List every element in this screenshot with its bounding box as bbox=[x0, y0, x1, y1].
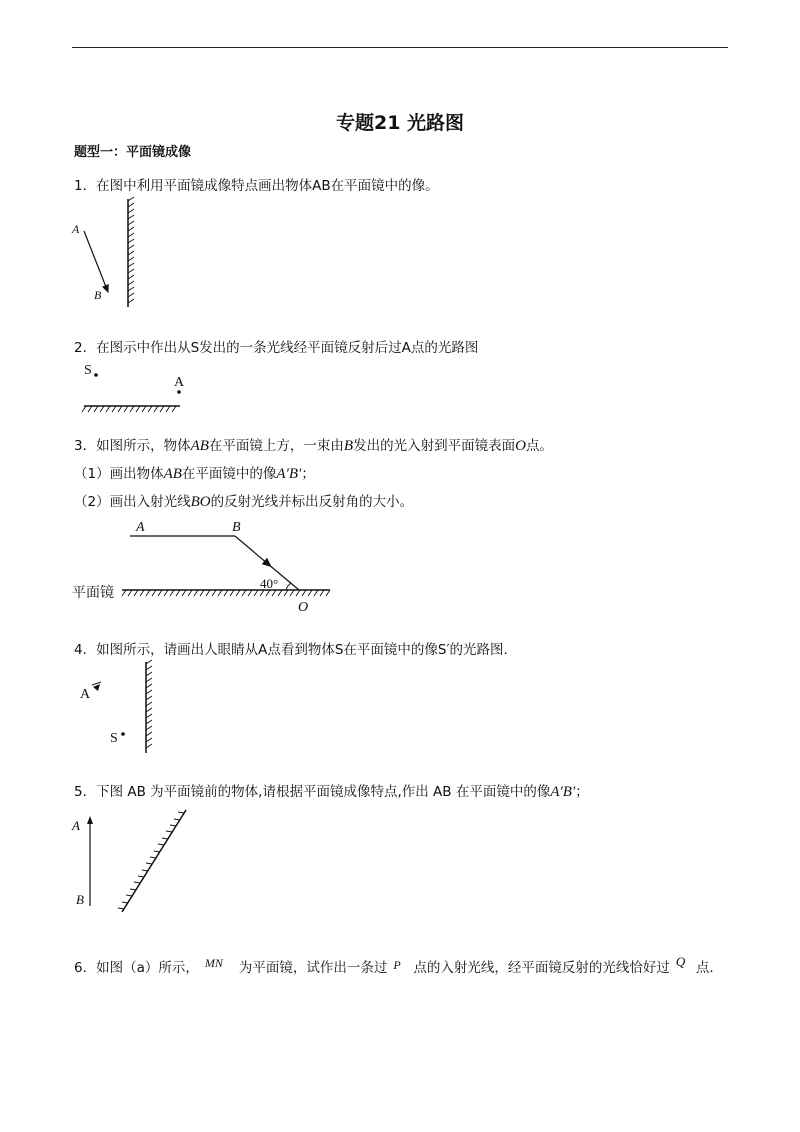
q4-point-s bbox=[121, 732, 125, 736]
q2-label-a: A bbox=[174, 375, 185, 390]
section-heading: 题型一：平面镜成像 bbox=[74, 145, 192, 160]
q3-mirror-hatch bbox=[122, 590, 330, 596]
q4-mirror-hatch bbox=[146, 660, 152, 748]
question-2-text: 2．在图示中作出从S发出的一条光线经平面镜反射后过A点的光路图 bbox=[74, 340, 479, 356]
question-4-text: 4．如图所示，请画出人眼睛从A点看到物体S在平面镜中的像S′的光路图. bbox=[74, 642, 508, 658]
q5-arrow-head bbox=[87, 816, 93, 824]
header-rule bbox=[72, 47, 728, 48]
q6-label-mn: MN bbox=[204, 956, 223, 970]
q5-label-b: B bbox=[76, 892, 84, 907]
eye-icon bbox=[92, 682, 101, 691]
q4-label-a: A bbox=[80, 687, 91, 702]
question-5-text: 5．下图 AB 为平面镜前的物体,请根据平面镜成像特点,作出 AB 在平面镜中的像A′B′； bbox=[74, 784, 589, 800]
question-6-text: 6．如图（a）所示， MN 为平面镜，试作出一条过 P 点的入射光线，经平面镜反射的光线恰好过 Q 点. bbox=[74, 954, 714, 976]
question-1-text: 1．在图中利用平面镜成像特点画出物体AB在平面镜中的像。 bbox=[74, 178, 439, 194]
q4-label-s: S bbox=[110, 731, 118, 746]
q3-label-mirror: 平面镜 bbox=[72, 585, 114, 601]
q6-label-p: P bbox=[393, 958, 401, 972]
q1-label-b: B bbox=[94, 288, 102, 302]
q2-point-s bbox=[94, 373, 98, 377]
page-title: 专题21 光路图 bbox=[335, 112, 465, 134]
question-5-figure bbox=[70, 804, 200, 919]
question-1-figure bbox=[70, 195, 150, 310]
question-3-sub1: （1）画出物体AB在平面镜中的像A′B′； bbox=[74, 466, 315, 482]
question-3-figure bbox=[72, 516, 342, 616]
q1-object-arrow bbox=[84, 231, 108, 292]
q3-incident-ray bbox=[235, 536, 268, 564]
q5-mirror-hatch bbox=[118, 812, 184, 909]
q2-point-a bbox=[177, 390, 181, 394]
question-3-sub2: （2）画出入射光线BO的反射光线并标出反射角的大小。 bbox=[74, 494, 414, 510]
question-4-figure bbox=[76, 658, 166, 758]
q3-label-angle: 40° bbox=[260, 576, 279, 591]
question-3-text: 3．如图所示，物体AB在平面镜上方，一束由B发出的光入射到平面镜表面O点。 bbox=[74, 438, 553, 454]
q5-mirror bbox=[122, 810, 186, 912]
q2-label-s: S bbox=[84, 363, 92, 378]
q3-label-b: B bbox=[232, 520, 241, 535]
q3-label-o: O bbox=[298, 600, 309, 615]
q6-label-q: Q bbox=[675, 954, 686, 969]
q3-angle-arc bbox=[286, 583, 291, 590]
q1-label-a: A bbox=[72, 222, 80, 236]
q1-mirror-hatch bbox=[128, 197, 134, 303]
question-2-figure bbox=[78, 358, 193, 418]
q2-mirror-hatch bbox=[82, 406, 176, 412]
q3-label-a: A bbox=[136, 520, 145, 535]
q5-label-a: A bbox=[72, 818, 80, 833]
